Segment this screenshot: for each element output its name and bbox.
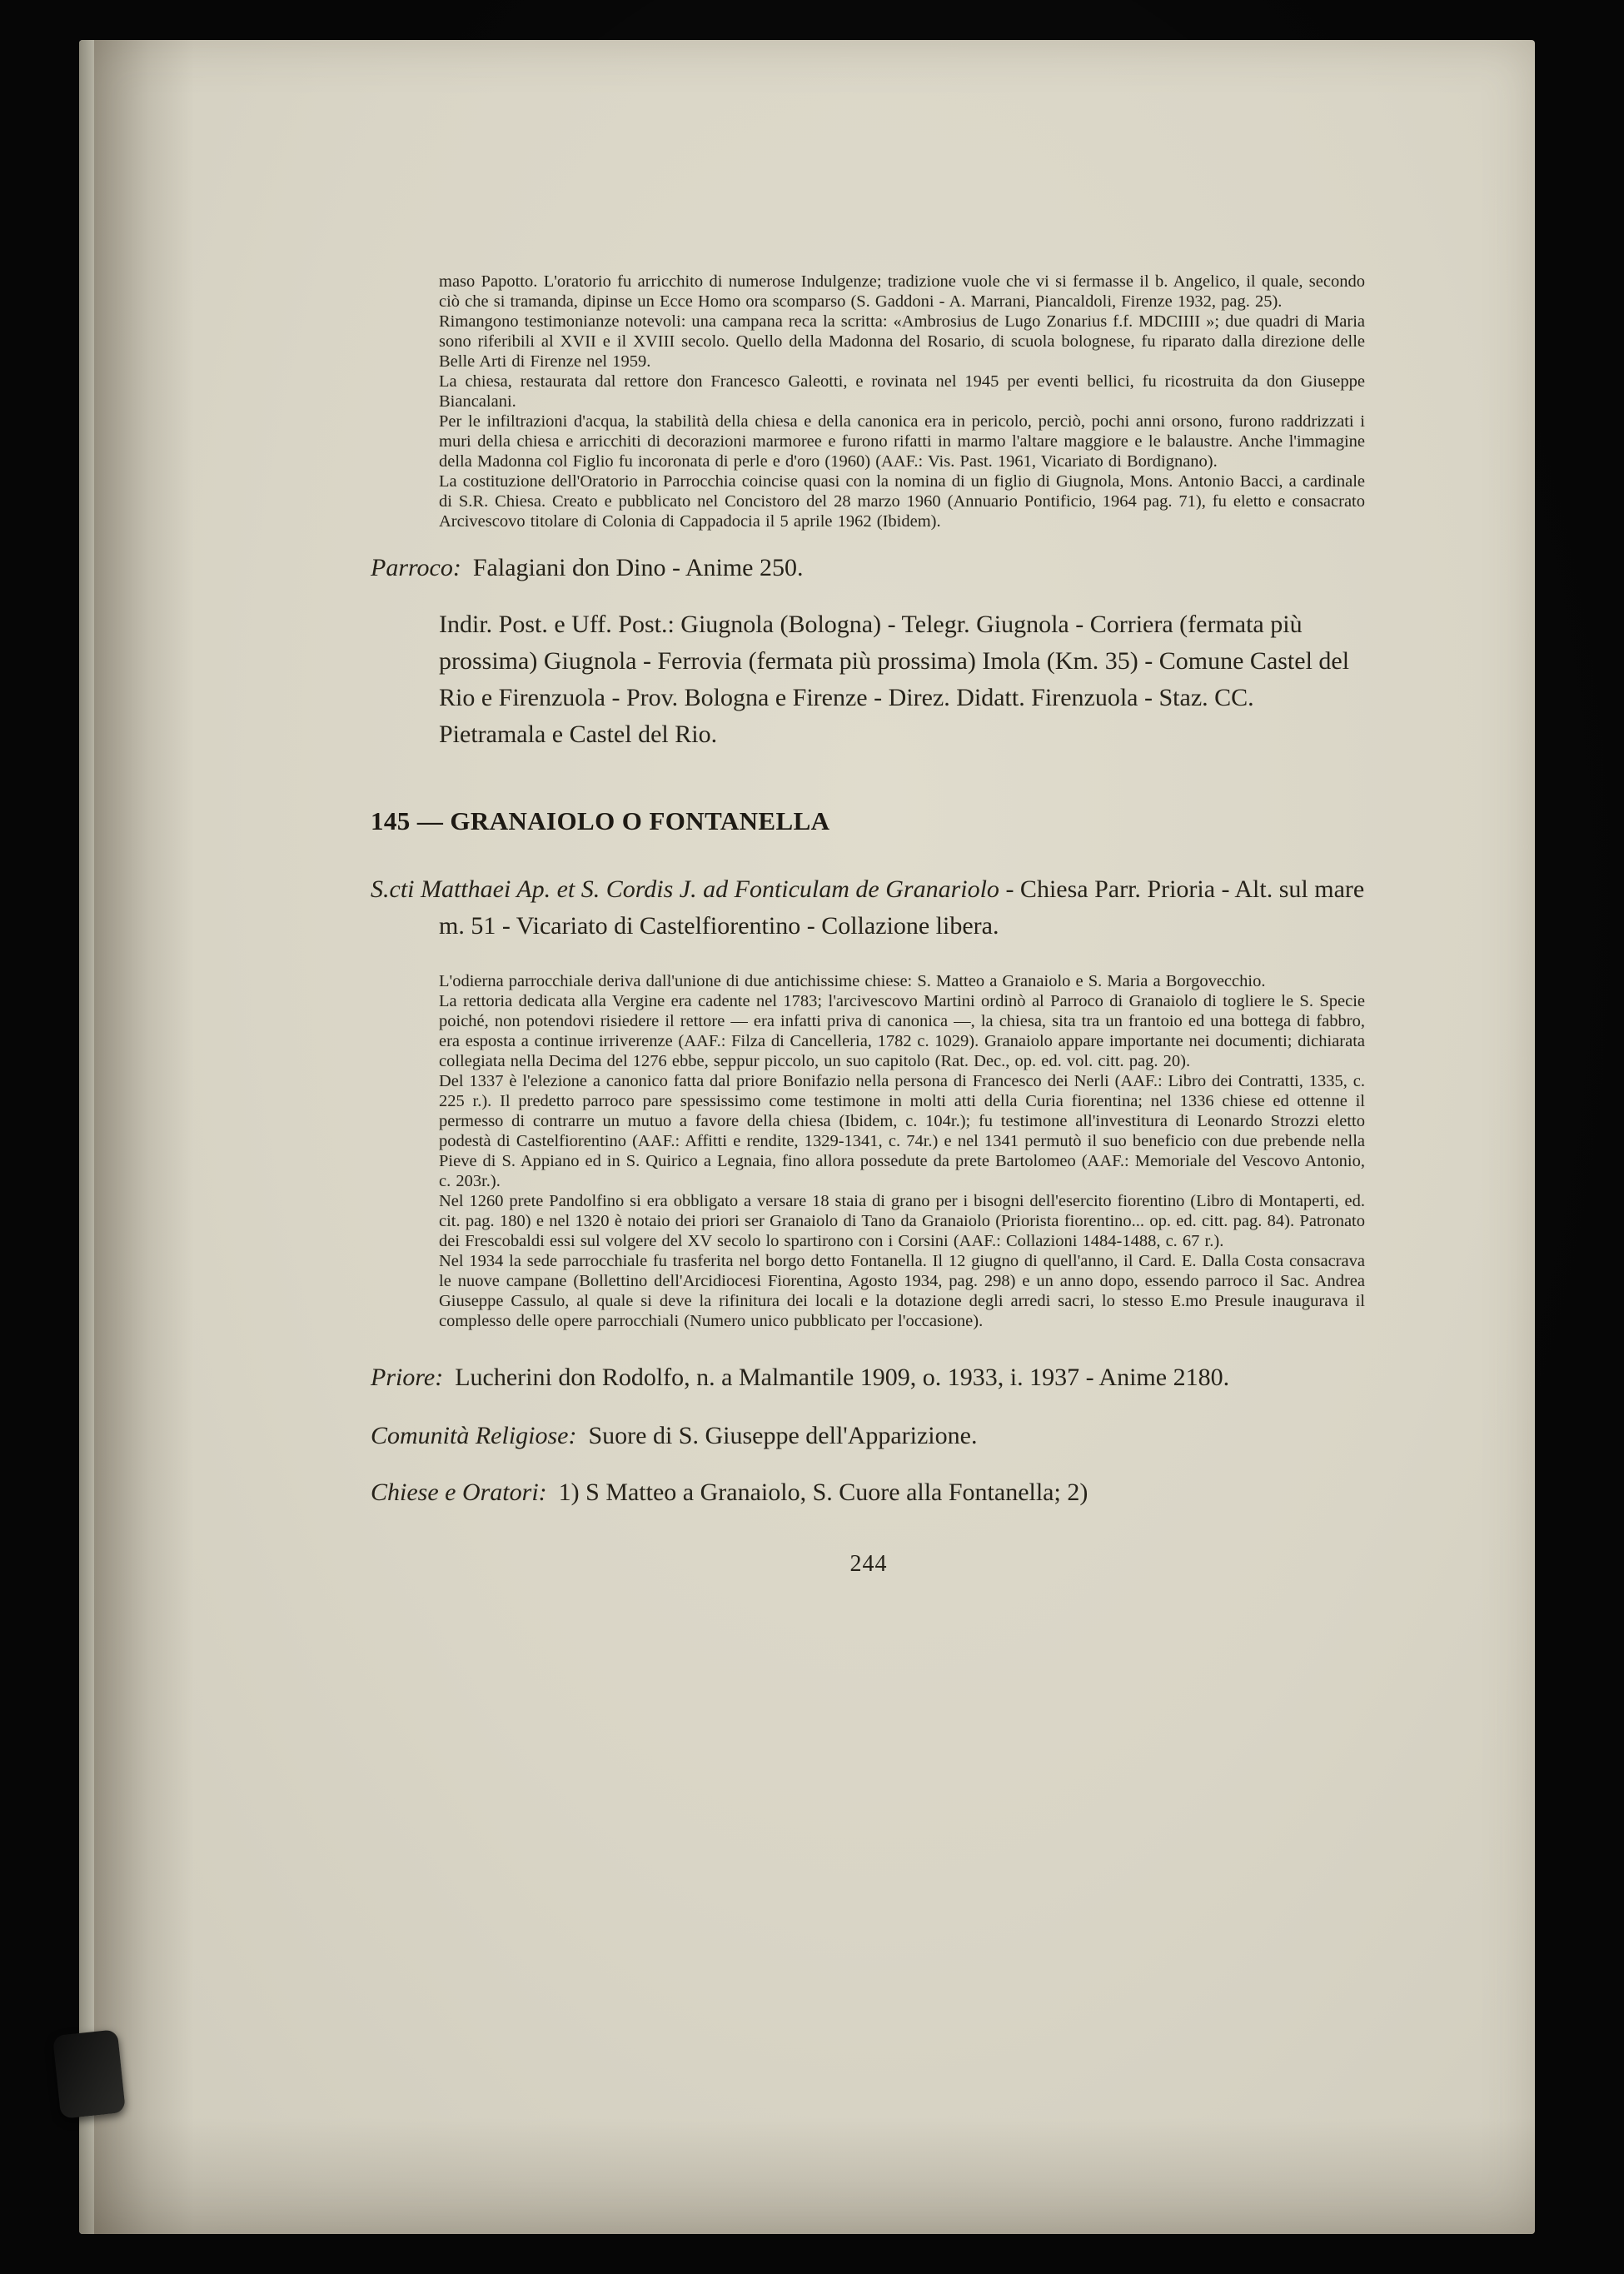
continuation-smallprint xyxy=(371,272,1367,531)
entry-smallprint xyxy=(371,971,1367,1331)
paragraph: Del 1337 è l'elezione a canonico fatta dal priore Bonifazio nella persona di Francesco dei Nerli (AAF.: Libro dei Contratti, 1335, c. 225 r.). Il predetto parroco pare spessissimo come testimone in molti atti della Curia fiorentina; nel 1336 chiese ed ottenne il permesso di contrarre un mutuo a favore della chiesa (Ibidem, c. 104r.); fu testimone all'investitura di Leonardo Strozzi eletto podestà di Castelfiorentino (AAF.: Affitti e rendite, 1329-1341, c. 74r.) e nel 1341 permutò il suo beneficio con due prebende nella Pieve di S. Appiano ed in S. Quirico a Legnaia, fino allora possedute da prete Bartolomeo (AAF.: Memoriale del Vescovo Antonio, c. 203r.). xyxy=(439,1072,1365,1190)
binding-clip xyxy=(52,2029,126,2119)
address-block: Indir. Post. e Uff. Post.: Giugnola (Bologna) - Telegr. Giugnola - Corriera (fermata più prossima) Giugnola - Ferrovia (fermata più prossima) Imola (Km. 35) - Comune Castel del Rio e Firenzuola - Prov. Bologna e Firenze - Direz. Didatt. Firenzuola - Staz. CC. Pietramala e Castel del Rio. xyxy=(439,611,1350,748)
paragraph: Nel 1260 prete Pandolfino si era obbligato a versare 18 staia di grano per i bisogni dell'esercito fiorentino (Libro di Montaperti, ed. cit. pag. 180) e nel 1320 è notaio dei priori ser Granaiolo di Tano da Granaiolo (Priorista fiorentino... op. ed. citt. pag. 84). Patronato dei Frescobaldi essi sul volgere del XV secolo lo spartirono con i Corsini (AAF.: Collazioni 1484-1488, c. 67 r.). xyxy=(439,1192,1365,1250)
book-page xyxy=(79,40,1535,2234)
chiese-line xyxy=(371,1476,1367,1509)
chiese-label: Chiese e Oratori: xyxy=(371,1479,547,1506)
paragraph: Rimangono testimonianze notevoli: una campana reca la scritta: «Ambrosius de Lugo Zonarius f.f. MDCIIII »; due quadri di Maria sono riferibili al XVII e il XVIII secolo. Quello della Madonna del Rosario, di scuola bolognese, fu riparato dalla direzione delle Belle Arti di Firenze nel 1959. xyxy=(439,312,1365,371)
paragraph: La costituzione dell'Oratorio in Parrocchia coincise quasi con la nomina di un figlio di Giugnola, Mons. Antonio Bacci, a cardinale di S.R. Chiesa. Creato e pubblicato nel Concistoro del 28 marzo 1960 (Annuario Pontificio, 1964 pag. 71), fu eletto e consacrato Arcivescovo titolare di Colonia di Cappadocia il 5 aprile 1962 (Ibidem). xyxy=(439,472,1365,531)
paragraph: Nel 1934 la sede parrocchiale fu trasferita nel borgo detto Fontanella. Il 12 giugno di quell'anno, il Card. E. Dalla Costa consacrava le nuove campane (Bollettino dell'Arcidiocesi Fiorentina, Agosto 1934, pag. 298) e un anno dopo, essendo parroco il Sac. Andrea Giuseppe Cassulo, al quale si deve la rifinitura dei locali e la dotazione degli arredi sacri, lo stesso E.mo Presule inaugurava il complesso delle opere parrocchiali (Numero unico pubblicato per l'occasione). xyxy=(439,1252,1365,1330)
chiese-value: 1) S Matteo a Granaiolo, S. Cuore alla Fontanella; 2) xyxy=(558,1479,1088,1506)
parroco-value: Falagiani don Dino - Anime 250. xyxy=(472,554,804,581)
entry-heading: 145 — GRANAIOLO O FONTANELLA xyxy=(371,806,830,835)
page-number: 244 xyxy=(849,1551,888,1577)
paragraph: La chiesa, restaurata dal rettore don Francesco Galeotti, e rovinata nel 1945 per eventi bellici, fu ricostruita da don Giuseppe Biancalani. xyxy=(439,372,1365,411)
text-column xyxy=(371,272,1367,1578)
parroco-label: Parroco: xyxy=(371,554,461,581)
page-bottom-shadow xyxy=(79,2117,1535,2234)
paragraph: L'odierna parrocchiale deriva dall'unione di due antichissime chiese: S. Matteo a Granaiolo e S. Maria a Borgovecchio. xyxy=(439,972,1266,990)
latin-title-italic: S.cti Matthaei Ap. et S. Cordis J. ad Fonticulam de Granariolo xyxy=(371,875,999,903)
priore-line xyxy=(371,1359,1367,1396)
paragraph: Per le infiltrazioni d'acqua, la stabilità della chiesa e della canonica era in pericolo, perciò, pochi anni orsono, furono raddrizzati i muri della chiesa e arricchiti di decorazioni marmoree e furono rifatti in marmo l'altare maggiore e le balaustre. Anche l'immagine della Madonna col Figlio fu incoronata di perle e d'oro (1960) (AAF.: Vis. Past. 1961, Vicariato di Bordignano). xyxy=(439,412,1365,471)
comunita-label: Comunità Religiose: xyxy=(371,1422,577,1449)
comunita-line xyxy=(371,1419,1367,1453)
priore-value: Lucherini don Rodolfo, n. a Malmantile 1909, o. 1933, i. 1937 - Anime 2180. xyxy=(455,1364,1230,1391)
parroco-line xyxy=(371,551,1367,585)
latin-title xyxy=(371,871,1367,945)
paragraph: maso Papotto. L'oratorio fu arricchito di numerose Indulgenze; tradizione vuole che vi si fermasse il b. Angelico, il quale, secondo ciò che si tramanda, dipinse un Ecce Homo ora scomparso (S. Gaddoni - A. Marrani, Piancaldoli, Firenze 1932, pag. 25). xyxy=(439,272,1365,311)
priore-label: Priore: xyxy=(371,1364,444,1391)
paragraph: La rettoria dedicata alla Vergine era cadente nel 1783; l'arcivescovo Martini ordinò al Parroco di Granaiolo di togliere le S. Specie poiché, non potendovi risiedere il rettore — era infatti priva di canonica —, la chiesa, sita tra un frantoio ed una bottega di fabbro, era esposta a continue irriverenze (AAF.: Filza di Cancelleria, 1782 c. 1029). Granaiolo appare importante nei documenti; dichiarata collegiata nella Decima del 1276 ebbe, seppur piccolo, un suo capitolo (Rat. Dec., op. ed. vol. citt. pag. 20). xyxy=(439,992,1365,1070)
latin-title-rest: - Chiesa Parr. Prioria - Alt. sul mare m. 51 - Vicariato di Castelfiorentino - Collazione libera. xyxy=(439,875,1365,940)
comunita-value: Suore di S. Giuseppe dell'Apparizione. xyxy=(588,1422,978,1449)
